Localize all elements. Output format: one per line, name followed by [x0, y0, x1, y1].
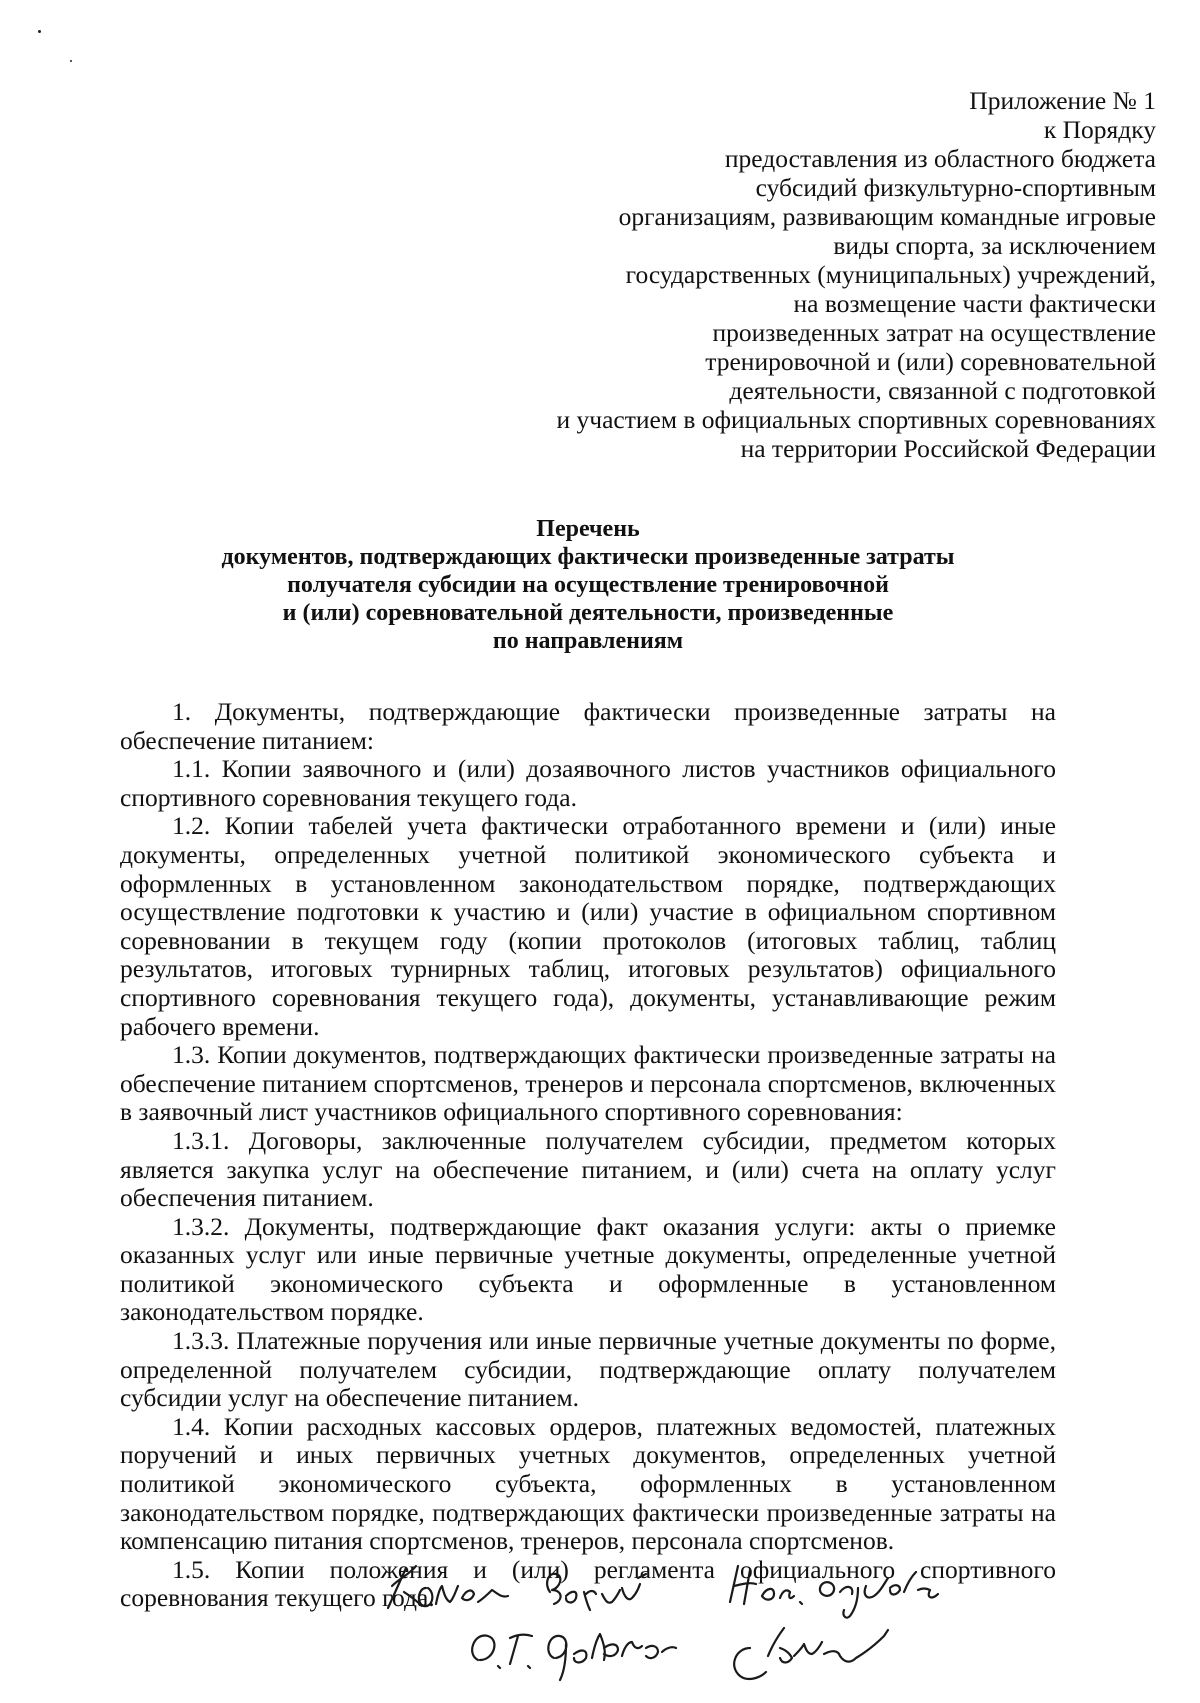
annex-line: субсидий физкультурно-спортивным: [755, 173, 1156, 202]
title-line: документов, подтверждающих фактически произведенные затраты: [221, 544, 955, 570]
title-line: получателя субсидии на осуществление тренировочной: [287, 572, 889, 598]
title-line: и (или) соревновательной деятельности, произведенные: [282, 600, 894, 626]
annex-line: Приложение № 1: [969, 86, 1156, 115]
scan-speck: [70, 60, 72, 62]
paragraph-1: 1. Документы, подтверждающие фактически произведенные затраты на обеспечение питанием:: [120, 697, 1056, 755]
annex-line: произведенных затрат на осуществление: [712, 318, 1156, 347]
annex-line: предоставления из областного бюджета: [724, 144, 1156, 173]
annex-line: и участием в официальных спортивных соревнованиях: [556, 405, 1156, 434]
annex-line: тренировочной и (или) соревновательной: [705, 347, 1156, 376]
document-title: [120, 515, 1056, 655]
paragraph-1-2: 1.2. Копии табелей учета фактически отработанного времени и (или) иные документы, определенных учетной политикой экономического субъекта и оформленных в установленном законодательством порядке, подтверждающих осуществление подготовки к участию и (или) участие в официальном спортивном соревновании в текущем году (копии протоколов (итоговых таблиц, таблиц результатов, итоговых турнирных таблиц, итоговых результатов) официального спортивного соревнования текущего года), документы, устанавливающие режим рабочего времени.: [120, 811, 1056, 1041]
annex-header: [300, 86, 1156, 463]
paragraph-1-5: 1.5. Копии положения и (или) регламента официального спортивного соревнования текущего года.: [120, 1554, 1056, 1613]
paragraph-1-3-2: 1.3.2. Документы, подтверждающие факт оказания услуги: акты о приемке оказанных услуг или иные первичные учетные документы, определенные учетной политикой экономического субъекта и оформленные в установленном законодательством порядке.: [120, 1211, 1056, 1327]
document-body: [120, 698, 1056, 1613]
annex-line: к Порядку: [1043, 115, 1156, 144]
paragraph-1-3-3: 1.3.3. Платежные поручения или иные первичные учетные документы по форме, определенной получателем субсидии, подтверждающие оплату получателем субсидии услуг на обеспечение питанием.: [120, 1326, 1056, 1413]
scan-speck: [38, 30, 41, 33]
annex-line: деятельности, связанной с подготовкой: [729, 376, 1156, 405]
paragraph-1-3-1: 1.3.1. Договоры, заключенные получателем субсидии, предметом которых является закупка услуг на обеспечение питанием, и (или) счета на оплату услуг обеспечения питанием.: [120, 1125, 1056, 1213]
paragraph-1-1: 1.1. Копии заявочного и (или) дозаявочного листов участников официального спортивного соревнования текущего года.: [120, 754, 1056, 812]
annex-line: виды спорта, за исключением: [833, 231, 1156, 260]
annex-line: государственных (муниципальных) учреждений,: [625, 260, 1156, 289]
handwritten-signature: [370, 1548, 1090, 1698]
annex-line: на территории Российской Федерации: [740, 434, 1156, 463]
paragraph-1-4: 1.4. Копии расходных кассовых ордеров, платежных ведомостей, платежных поручений и иных первичных учетных документов, определенных учетной политикой экономического субъекта, оформленных в установленном законодательством порядке, подтверждающих фактически произведенные затраты на компенсацию питания спортсменов, тренеров, персонала спортсменов.: [120, 1411, 1056, 1556]
annex-line: на возмещение части фактически: [793, 289, 1156, 318]
paragraph-1-3: 1.3. Копии документов, подтверждающих фактически произведенные затраты на обеспечение питанием спортсменов, тренеров и персонала спортсменов, включенных в заявочный лист участников официального спортивного соревнования:: [120, 1040, 1056, 1127]
title-line: Перечень: [536, 516, 640, 542]
annex-line: организациям, развивающим командные игровые: [618, 202, 1156, 231]
title-line: по направлениям: [492, 628, 684, 654]
